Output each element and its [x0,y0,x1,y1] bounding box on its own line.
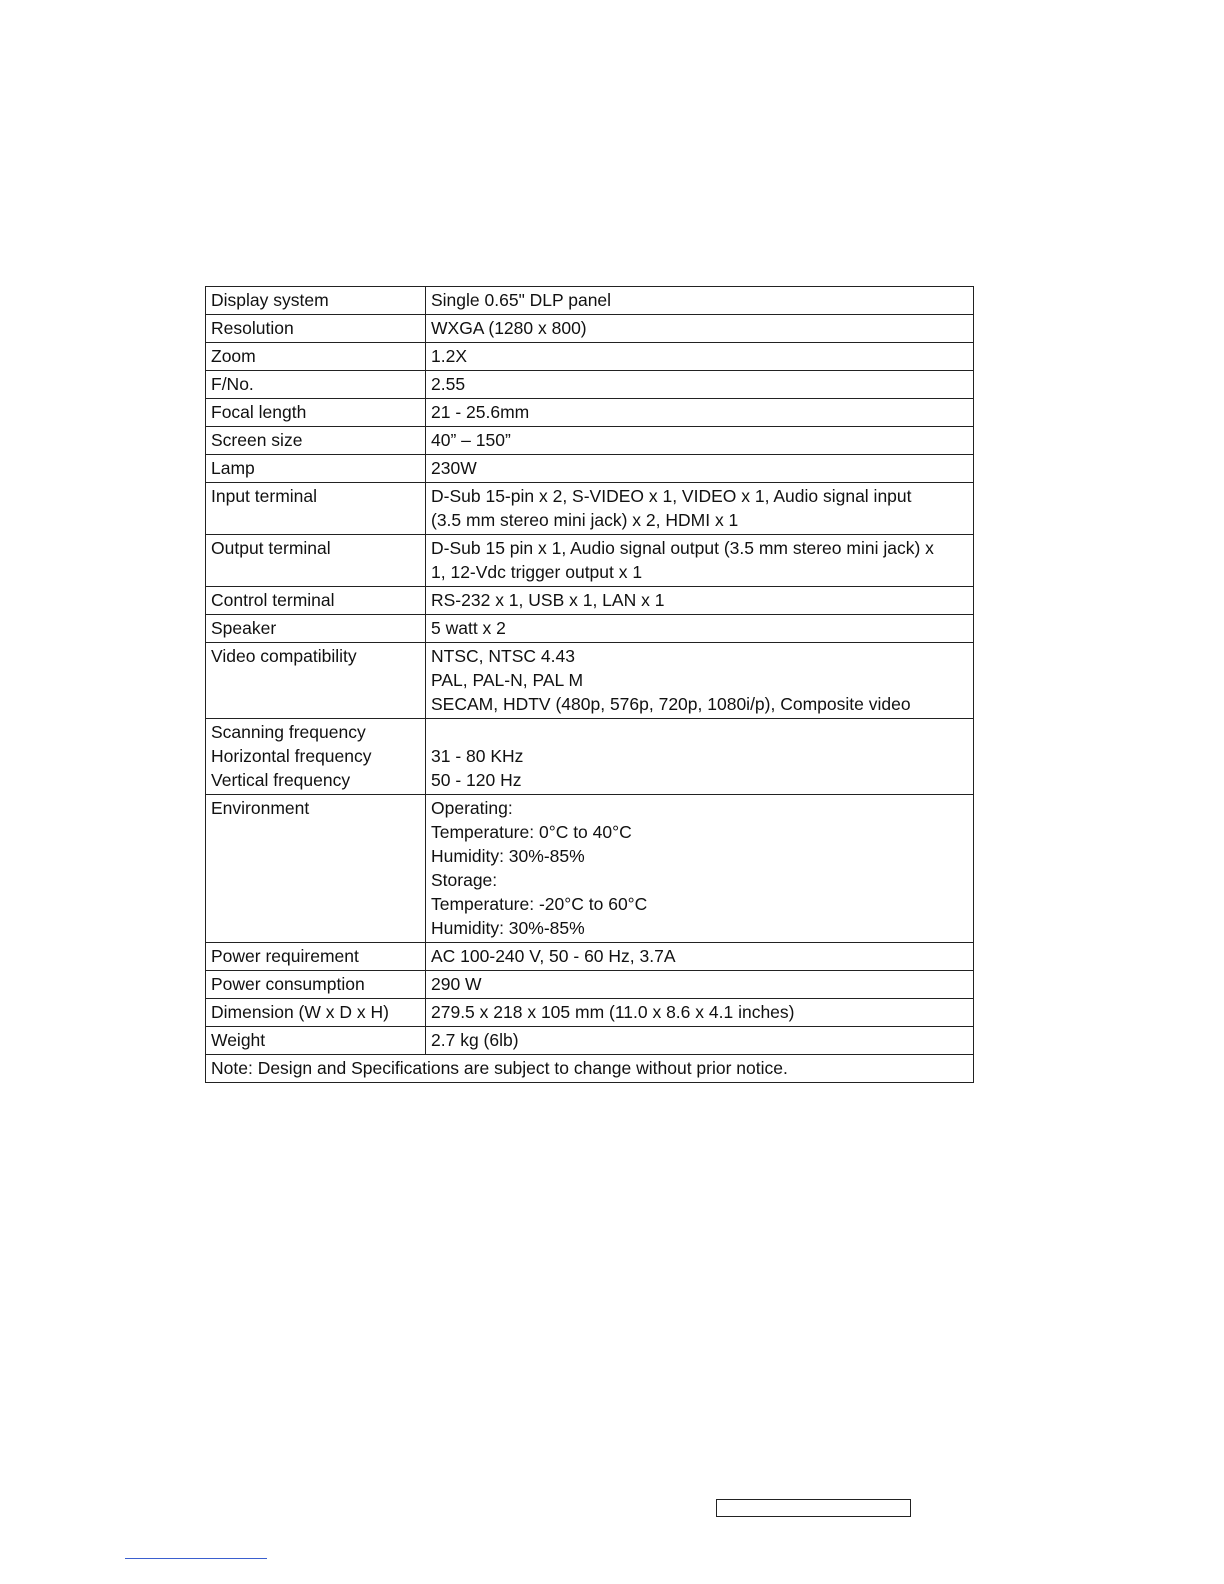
spec-value: 290 W [431,974,482,994]
spec-value-cell [426,943,974,971]
spec-row [206,643,974,719]
spec-row [206,287,974,315]
spec-row [206,719,974,795]
spec-label: Horizontal frequency [211,746,372,766]
spec-row [206,343,974,371]
spec-label-cell [206,999,426,1027]
spec-value: 40” – 150” [431,430,511,450]
spec-row [206,795,974,943]
spec-value-cell [426,795,974,943]
spec-label: Speaker [211,618,277,638]
spec-label: Display system [211,290,329,310]
spec-value-cell [426,719,974,795]
spec-value-cell [426,399,974,427]
spec-row [206,399,974,427]
spec-row [206,315,974,343]
spec-value: RS-232 x 1, USB x 1, LAN x 1 [431,590,665,610]
spec-label-cell [206,399,426,427]
spec-value-cell [426,971,974,999]
spec-value: D-Sub 15 pin x 1, Audio signal output (3.5 mm stereo mini jack) x [431,538,934,558]
spec-label-cell [206,483,426,535]
spec-row [206,1027,974,1055]
spec-value-cell [426,587,974,615]
spec-label-cell [206,587,426,615]
spec-label: Control terminal [211,590,335,610]
spec-value: PAL, PAL-N, PAL M [431,670,584,690]
spec-value: 5 watt x 2 [431,618,506,638]
spec-label: Vertical frequency [211,770,351,790]
spec-label: Scanning frequency [211,722,366,742]
spec-value-cell [426,287,974,315]
spec-value: 2.7 kg (6lb) [431,1030,519,1050]
spec-value: 31 - 80 KHz [431,746,524,766]
spec-value: Storage: [431,870,498,890]
note-row [206,1055,974,1083]
spec-label: Zoom [211,346,256,366]
spec-value: Humidity: 30%-85% [431,918,585,938]
spec-value: SECAM, HDTV (480p, 576p, 720p, 1080i/p), Composite video [431,694,911,714]
spec-value-spacer [431,720,968,744]
spec-row [206,427,974,455]
spec-label-cell [206,1027,426,1055]
spec-row [206,587,974,615]
spec-label: Dimension (W x D x H) [211,1002,389,1022]
spec-label: Weight [211,1030,266,1050]
spec-value: Operating: [431,798,513,818]
spec-value: (3.5 mm stereo mini jack) x 2, HDMI x 1 [431,510,739,530]
footer-box [716,1499,911,1517]
spec-value: 279.5 x 218 x 105 mm (11.0 x 8.6 x 4.1 inches) [431,1002,795,1022]
spec-row [206,455,974,483]
spec-label: Resolution [211,318,294,338]
spec-value: Temperature: -20°C to 60°C [431,894,648,914]
spec-label: Input terminal [211,486,318,506]
spec-label-cell [206,343,426,371]
spec-value-cell [426,535,974,587]
spec-label-cell [206,971,426,999]
spec-label: Power consumption [211,974,365,994]
spec-value-cell [426,483,974,535]
spec-value-cell [426,1027,974,1055]
spec-value-cell [426,455,974,483]
spec-label-cell [206,719,426,795]
spec-row [206,535,974,587]
spec-row [206,371,974,399]
spec-row [206,999,974,1027]
spec-value: 230W [431,458,477,478]
spec-label: Video compatibility [211,646,357,666]
spec-label: Output terminal [211,538,331,558]
spec-row [206,943,974,971]
spec-value-cell [426,371,974,399]
spec-label: Lamp [211,458,255,478]
footer-link-underline [125,1558,267,1559]
spec-value: D-Sub 15-pin x 2, S-VIDEO x 1, VIDEO x 1, Audio signal input [431,486,912,506]
spec-label-cell [206,943,426,971]
spec-value-cell [426,427,974,455]
spec-table [205,286,974,1083]
spec-table-body [206,287,974,1055]
spec-label-cell [206,795,426,943]
spec-value-cell [426,615,974,643]
spec-label-cell [206,615,426,643]
spec-label-cell [206,371,426,399]
spec-label-cell [206,315,426,343]
spec-label-cell [206,287,426,315]
spec-label: F/No. [211,374,254,394]
spec-value: Temperature: 0°C to 40°C [431,822,632,842]
spec-value-cell [426,999,974,1027]
spec-label: Power requirement [211,946,359,966]
spec-label-cell [206,427,426,455]
spec-label: Focal length [211,402,307,422]
spec-value: AC 100-240 V, 50 - 60 Hz, 3.7A [431,946,676,966]
spec-label: Screen size [211,430,303,450]
spec-value: NTSC, NTSC 4.43 [431,646,575,666]
spec-label-cell [206,643,426,719]
spec-value-cell [426,343,974,371]
spec-row [206,615,974,643]
spec-row [206,971,974,999]
spec-value-cell [426,643,974,719]
spec-value: 50 - 120 Hz [431,770,522,790]
spec-value: 1.2X [431,346,467,366]
spec-value: 2.55 [431,374,466,394]
spec-value: Single 0.65" DLP panel [431,290,612,310]
spec-label-cell [206,535,426,587]
spec-value: 1, 12-Vdc trigger output x 1 [431,562,643,582]
note-text: Note: Design and Specifications are subject to change without prior notice. [206,1055,974,1083]
spec-row [206,483,974,535]
spec-value: WXGA (1280 x 800) [431,318,587,338]
spec-value: Humidity: 30%-85% [431,846,585,866]
spec-label: Environment [211,798,310,818]
spec-value: 21 - 25.6mm [431,402,530,422]
spec-label-cell [206,455,426,483]
spec-value-cell [426,315,974,343]
